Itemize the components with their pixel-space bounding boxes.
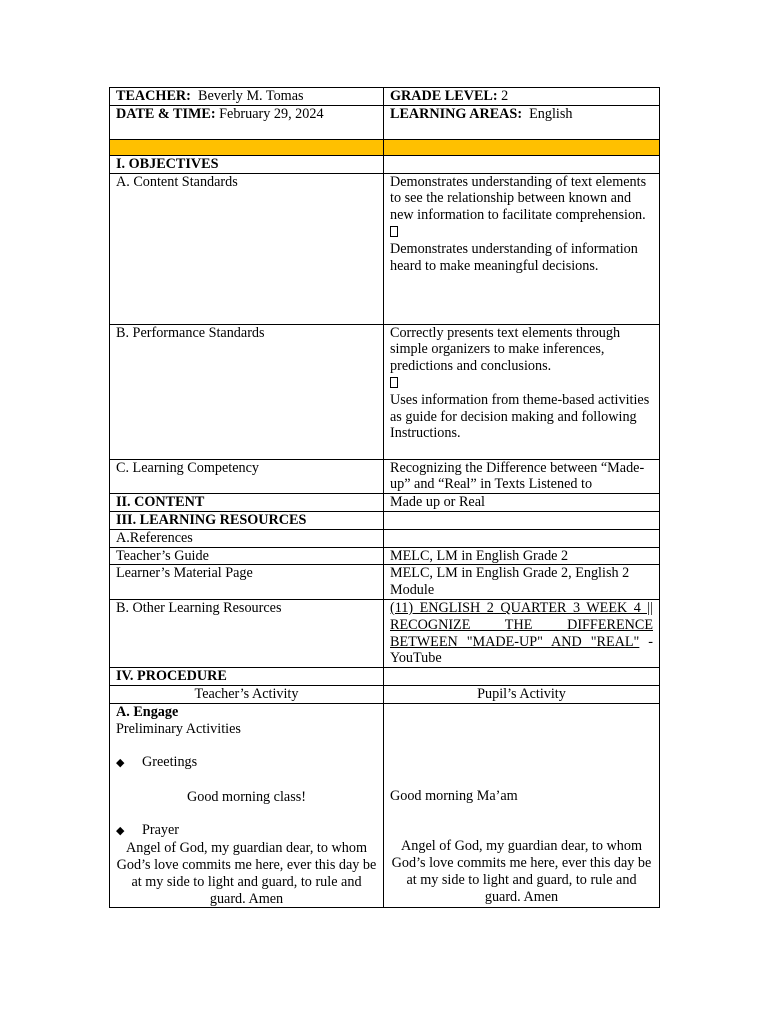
- learning-areas-value: English: [529, 105, 573, 122]
- date-value: February 29, 2024: [219, 105, 324, 122]
- lesson-plan-document: [109, 87, 659, 908]
- teacher-label: TEACHER:: [116, 88, 191, 104]
- diamond-bullet-icon: ◆: [116, 825, 125, 838]
- learning-competency-row: [110, 459, 660, 494]
- grade-level-value: 2: [501, 88, 509, 104]
- highlight-row: [110, 139, 660, 155]
- teachers-guide-row: [110, 547, 660, 565]
- learners-material-label: Learner’s Material Page: [110, 565, 384, 600]
- teacher-prayer: Angel of God, my guardian dear, to whom God’s love commits me here, ever this day be at my side to light and guard, to rule and guard. Amen: [116, 840, 377, 907]
- other-resources-label: B. Other Learning Resources: [110, 599, 384, 667]
- learners-material-row: [110, 565, 660, 600]
- teachers-guide-label: Teacher’s Guide: [110, 547, 384, 565]
- youtube-suffix: - YouTube: [390, 633, 654, 667]
- pupil-prayer: Angel of God, my guardian dear, to whom God’s love commits me here, ever this day be at my side to light and guard, to rule and guard. Amen: [391, 838, 652, 905]
- grade-level-label: GRADE LEVEL:: [390, 88, 498, 104]
- teacher-greeting: Good morning class!: [186, 788, 306, 805]
- lesson-plan-table: [109, 87, 660, 908]
- objectives-heading-row: [110, 155, 660, 173]
- prayer-item: ◆ Prayer: [116, 822, 180, 839]
- pupil-activity-cell: [384, 703, 660, 908]
- date-label: DATE & TIME:: [116, 105, 216, 122]
- references-row: [110, 529, 660, 547]
- performance-standards-row: [110, 324, 660, 459]
- learning-resources-heading: III. LEARNING RESOURCES: [110, 511, 384, 529]
- content-value: Made up or Real: [384, 494, 660, 512]
- procedure-heading-row: [110, 668, 660, 686]
- youtube-link[interactable]: (11) ENGLISH 2 QUARTER 3 WEEK 4 || RECOGNIZE THE DIFFERENCE BETWEEN "MADE-UP" AND "REAL": [390, 599, 653, 650]
- performance-standards-text-1: Correctly presents text elements through simple organizers to make inferences, predictions and conclusions.: [390, 324, 621, 375]
- content-standards-label: A. Content Standards: [110, 173, 384, 324]
- other-resources-row: [110, 599, 660, 667]
- teacher-row: [110, 88, 660, 106]
- engage-row: [110, 703, 660, 908]
- pupil-greeting: Good morning Ma’am: [390, 787, 518, 804]
- teacher-activity-cell: [110, 703, 384, 908]
- missing-glyph-icon: [390, 226, 398, 237]
- learners-material-value: MELC, LM in English Grade 2, English 2 Module: [384, 565, 660, 600]
- learning-resources-row: [110, 511, 660, 529]
- learning-areas-label: LEARNING AREAS:: [390, 105, 523, 122]
- content-standards-text-2: Demonstrates understanding of information heard to make meaningful decisions.: [390, 240, 638, 274]
- content-row: [110, 494, 660, 512]
- content-heading: II. CONTENT: [110, 494, 384, 512]
- content-standards-text-1: Demonstrates understanding of text elements to see the relationship between known and new information to facilitate comprehension.: [390, 173, 647, 224]
- teacher-activity-header: Teacher’s Activity: [110, 685, 384, 703]
- performance-standards-label: B. Performance Standards: [110, 324, 384, 459]
- greetings-item: ◆ Greetings: [116, 754, 198, 771]
- procedure-heading: IV. PROCEDURE: [110, 668, 384, 686]
- teachers-guide-value: MELC, LM in English Grade 2: [384, 547, 660, 565]
- content-standards-row: [110, 173, 660, 324]
- learning-competency-value: Recognizing the Difference between “Made-up” and “Real” in Texts Listened to: [384, 459, 660, 494]
- date-row: [110, 105, 660, 139]
- pupil-activity-header: Pupil’s Activity: [384, 685, 660, 703]
- learning-competency-label: C. Learning Competency: [110, 459, 384, 494]
- performance-standards-text-2: Uses information from theme-based activities as guide for decision making and following Instructions.: [390, 391, 650, 442]
- engage-heading: A. Engage: [116, 703, 179, 720]
- teacher-name: Beverly M. Tomas: [197, 88, 304, 104]
- missing-glyph-icon: [390, 377, 398, 388]
- diamond-bullet-icon: ◆: [116, 757, 125, 770]
- activity-header-row: [110, 685, 660, 703]
- preliminary-activities: Preliminary Activities: [116, 720, 241, 737]
- references-label: A.References: [110, 529, 384, 547]
- objectives-heading: I. OBJECTIVES: [110, 155, 384, 173]
